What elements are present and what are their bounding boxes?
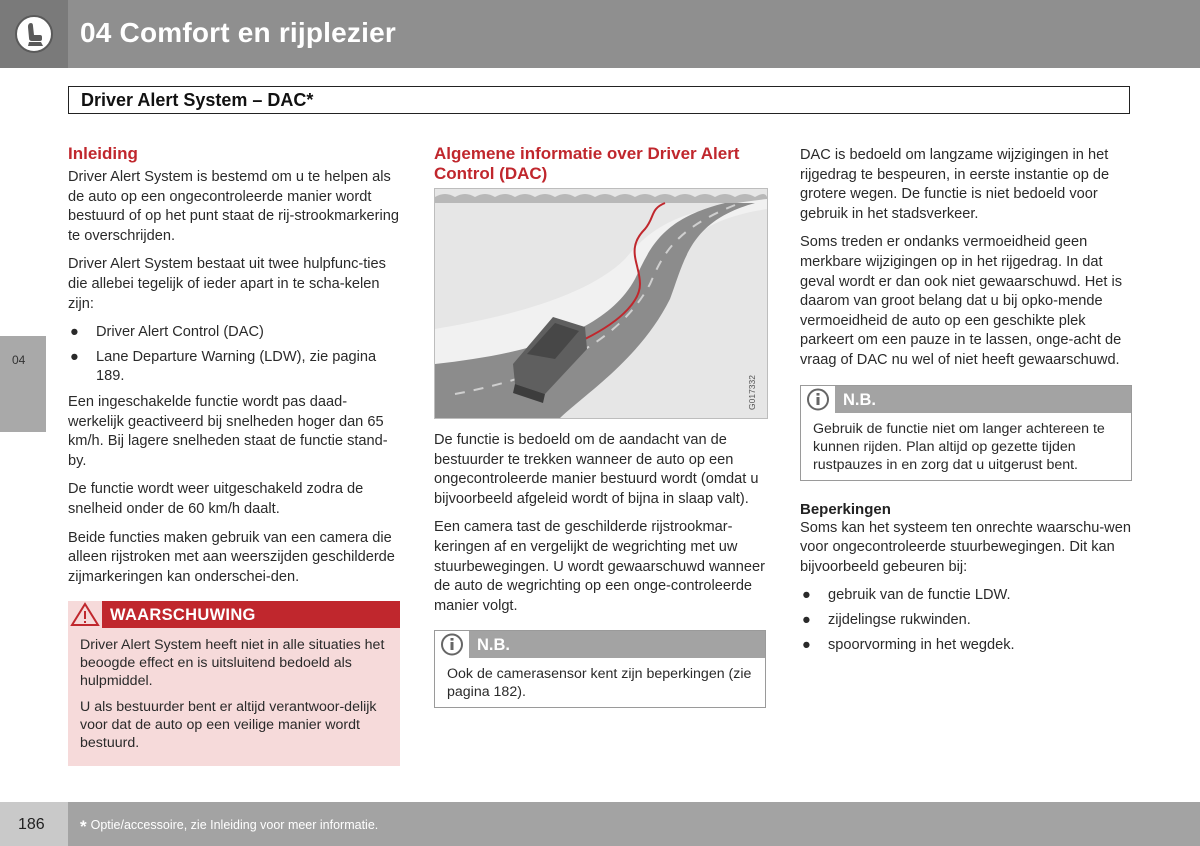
bullet-list — [68, 323, 402, 387]
bullet-icon: ● — [802, 611, 811, 628]
column-1 — [68, 144, 402, 766]
bullet-list — [800, 586, 1132, 655]
seat-icon — [14, 14, 54, 54]
heading-algemene-informatie: Algemene informatie over Driver Alert Control (DAC) — [434, 144, 740, 183]
paragraph: Driver Alert System is bestemd om u te helpen als de auto op een ongecontroleerde manier wordt bestuurd of op het punt staat de rij-strookmarkering te overschrijden. — [68, 169, 399, 244]
list-item: ● spoorvorming in het wegdek. — [800, 636, 1132, 656]
footnote-star: * — [80, 817, 87, 836]
note-text: Gebruik de functie niet om langer achtereen te kunnen rijden. Plan altijd op gezette tijden rustpauzes in en zorg dat u uitgerust bent. — [813, 420, 1105, 473]
paragraph: Soms treden er ondanks vermoeidheid geen merkbare wijzigingen op in het rijgedrag. In dat geval wordt er dan ook niet gewaarschuwd. Het is daarom van groot belang dat u bij opko-mende vermoeidheid de auto op een geschikte plek parkeert om een pauze in te lassen, onge-acht de vraag of DAC nu wel of niet heeft gewaarschuwd. — [800, 234, 1123, 368]
paragraph: Een ingeschakelde functie wordt pas daad-werkelijk geactiveerd bij snelheden hoger dan 65 km/h. Bij lagere snelheden staat de functie stand-by. — [68, 393, 388, 469]
note-header — [435, 631, 765, 658]
side-tab-label: 04 — [12, 353, 26, 367]
info-icon — [801, 386, 835, 413]
column-2 — [434, 144, 768, 708]
footnote — [80, 817, 378, 837]
page-number: 186 — [18, 816, 45, 833]
heading-beperkingen: Beperkingen — [800, 500, 891, 518]
paragraph: De functie wordt weer uitgeschakeld zodra de snelheid onder de 60 km/h daalt. — [68, 481, 364, 517]
note-title: N.B. — [477, 636, 510, 655]
note-text: Ook de camerasensor kent zijn beperkingen (zie pagina 182). — [447, 666, 752, 701]
page-footer — [0, 802, 1200, 846]
list-item: ● Driver Alert Control (DAC) — [68, 323, 402, 343]
warning-title: WAARSCHUWING — [110, 606, 256, 625]
info-icon — [435, 631, 469, 658]
warning-body — [68, 628, 400, 766]
paragraph: Een camera tast de geschilderde rijstrookmar-keringen af en vergelijkt de wegrichting met uw stuurbewegingen. U wordt gewaarschuwd wanneer de auto de wegrichting op een onge-controleerde manier volgt. — [434, 519, 765, 614]
road-car-illustration — [435, 189, 767, 418]
note-box — [434, 630, 766, 708]
chapter-side-tab — [0, 336, 46, 432]
section-title-box — [68, 86, 1130, 114]
note-header — [801, 386, 1131, 413]
paragraph: Beide functies maken gebruik van een camera die alleen rijstroken met aan weerszijden geschilderde zijmarkeringen kan onderschei-den. — [68, 529, 395, 585]
footnote-text: Optie/accessoire, zie Inleiding voor meer informatie. — [90, 818, 379, 832]
bullet-icon: ● — [70, 324, 79, 341]
list-item: ● zijdelingse rukwinden. — [800, 611, 1132, 631]
chapter-icon-box — [0, 0, 68, 68]
paragraph: De functie is bedoeld om de aandacht van de bestuurder te trekken wanneer de auto op een ongecontroleerde manier bestuurd wordt (omdat u bijvoorbeeld afgeleid wordt of bijna in slaap valt). — [434, 432, 759, 507]
list-item: ● Lane Departure Warning (LDW), zie pagina 189. — [70, 348, 377, 385]
figure-code: G017332 — [747, 375, 758, 410]
paragraph: Soms kan het systeem ten onrechte waarschu-wen voor ongecontroleerde stuurbewegingen. Dit kan bijvoorbeeld gebeuren bij: — [800, 519, 1131, 575]
chapter-title: 04 Comfort en rijplezier — [80, 17, 396, 48]
column-3 — [800, 146, 1132, 661]
bullet-icon: ● — [70, 348, 79, 365]
paragraph: Driver Alert System bestaat uit twee hulpfunc-ties die allebei tegelijk of ieder apart in te scha-kelen zijn: — [68, 256, 386, 312]
bullet-icon: ● — [802, 587, 811, 604]
chapter-header — [0, 0, 1200, 68]
warning-text: Driver Alert System heeft niet in alle situaties het beoogde effect en is uitsluitend bedoeld als hulpmiddel. — [80, 637, 385, 690]
warning-text: U als bestuurder bent er altijd verantwoor-delijk voor dat de auto op een veilige manier wordt bestuurd. — [80, 699, 377, 752]
bullet-icon: ● — [802, 636, 811, 653]
dac-illustration — [434, 188, 768, 419]
warning-header — [68, 601, 400, 628]
heading-inleiding: Inleiding — [68, 144, 138, 163]
warning-triangle-icon — [68, 601, 102, 628]
paragraph: DAC is bedoeld om langzame wijzigingen in het rijgedrag te bespeuren, in eerste instantie op de grotere wegen. De functie is niet bedoeld voor gebruik in het stadsverkeer. — [800, 147, 1110, 222]
note-title: N.B. — [843, 390, 876, 409]
section-title: Driver Alert System – DAC* — [81, 90, 314, 110]
warning-box — [68, 601, 400, 766]
note-box — [800, 385, 1132, 481]
list-item: ● gebruik van de functie LDW. — [800, 586, 1132, 606]
